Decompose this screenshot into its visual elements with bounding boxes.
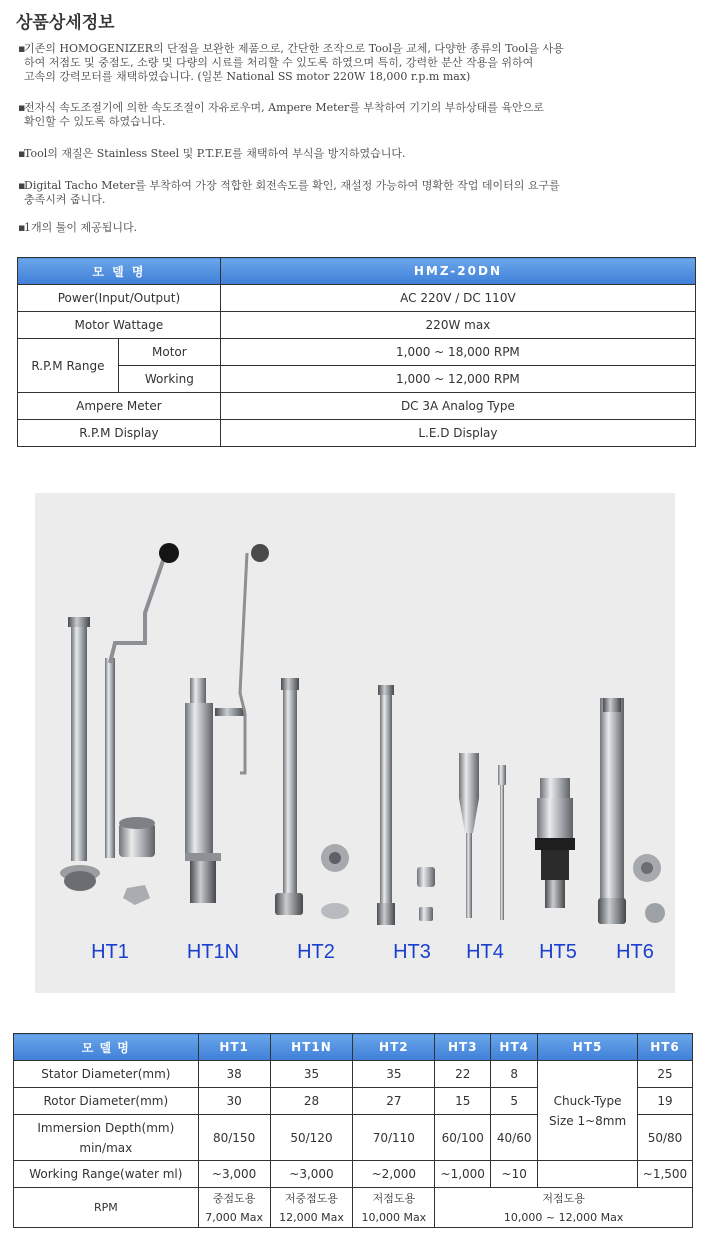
spec-value: L.E.D Display [220,420,695,447]
table-cell: ~3,000 [270,1161,353,1188]
table-cell: ~3,000 [198,1161,270,1188]
row-label: RPM [14,1188,199,1228]
chuck-type-line: Chuck-Type [553,1093,622,1108]
tool-label: HT4 [466,941,504,963]
table-cell: 30 [198,1088,270,1115]
tool-spec-table [13,1033,693,1228]
row-label: Rotor Diameter(mm) [14,1088,199,1115]
row-label: Working Range(water ml) [14,1161,199,1188]
row-label [14,1115,199,1161]
rpm-cell [198,1188,270,1228]
rpm-cell [270,1188,353,1228]
tool-label: HT3 [393,941,431,963]
model-header: HT1N [270,1034,353,1061]
feature-line: 전자식 속도조절기에 의한 속도조절이 자유로우며, Ampere Meter를 부착하여 기기의 부하상태를 육안으로 [24,101,544,114]
model-value-header: HMZ-20DN [220,258,695,285]
row-label: Stator Diameter(mm) [14,1061,199,1088]
bullet-mark: ▪ [18,42,26,55]
table-row [14,1188,693,1228]
tool-label: HT1 [91,941,129,963]
spec-label: R.P.M Display [18,420,221,447]
ht3-tool [377,685,435,925]
ht4-tool [459,753,506,920]
feature-line: 확인할 수 있도록 하였습니다. [24,115,166,128]
bullet-mark: ▪ [18,221,26,234]
spec-label: Motor Wattage [18,312,221,339]
ht1-tool [60,543,179,905]
ht5-tool [535,778,575,908]
feature-line: Tool의 재질은 Stainless Steel 및 P.T.F.E를 채택하여 부식을 방지하였습니다. [24,147,406,160]
feature-line: 1개의 툴이 제공됩니다. [24,221,138,234]
table-row [18,339,696,366]
tool-illustration [35,493,675,993]
spec-value: 220W max [220,312,695,339]
rpm-line: 10,000 ~ 12,000 Max [503,1210,624,1224]
chuck-size-line: Size 1~8mm [549,1113,627,1128]
table-cell: 5 [491,1088,538,1115]
tool-header-row [14,1034,693,1061]
table-row [18,420,696,447]
table-cell: 25 [637,1061,692,1088]
table-cell: 15 [435,1088,491,1115]
ht1n-tool [185,544,269,903]
table-cell: 35 [353,1061,435,1088]
table-cell: 80/150 [198,1115,270,1161]
feature-line: 충족시켜 줍니다. [24,193,106,206]
spec-header-row [18,258,696,285]
rpm-line: 12,000 Max [279,1210,344,1224]
product-photo [35,493,675,993]
model-header: HT1 [198,1034,270,1061]
table-cell: 35 [270,1061,353,1088]
tool-label: HT2 [297,941,335,963]
table-cell: 38 [198,1061,270,1088]
spec-label: R.P.M Range [18,339,119,393]
bullet-mark: ▪ [18,179,26,192]
table-cell: 8 [491,1061,538,1088]
feature-line: 고속의 강력모터를 채택하였습니다. (일본 National SS motor 220W 18,000 r.p.m max) [24,70,471,83]
row-label-line: Immersion Depth(mm) [37,1120,175,1135]
spec-value: DC 3A Analog Type [220,393,695,420]
table-cell: ~10 [491,1161,538,1188]
rpm-line: 7,000 Max [205,1210,263,1224]
rpm-cell [353,1188,435,1228]
model-header: HT2 [353,1034,435,1061]
spec-label: Ampere Meter [18,393,221,420]
bullet-mark: ▪ [18,101,26,114]
tool-label: HT1N [186,941,240,963]
spec-label: Power(Input/Output) [18,285,221,312]
model-name-header: 모 델 명 [14,1034,199,1061]
tool-label: HT6 [616,941,654,963]
table-cell: 70/110 [353,1115,435,1161]
spec-value: 1,000 ~ 12,000 RPM [220,366,695,393]
model-name-header: 모 델 명 [18,258,221,285]
feature-line: Digital Tacho Meter를 부착하여 가장 적합한 회전속도를 확인, 재설정 가능하여 명확한 작업 데이터의 요구를 [24,179,560,192]
bullet-mark: ▪ [18,147,26,160]
table-cell: ~1,500 [637,1161,692,1188]
model-header: HT4 [491,1034,538,1061]
table-row [18,366,696,393]
rpm-line: 중점도용 [212,1191,256,1205]
page-title: 상품상세정보 [16,13,115,33]
table-cell: ~2,000 [353,1161,435,1188]
tool-label: HT5 [539,941,577,963]
table-cell: 50/120 [270,1115,353,1161]
model-header: HT6 [637,1034,692,1061]
ht6-tool [598,698,665,924]
feature-line: 기존의 HOMOGENIZER의 단점을 보완한 제품으로, 간단한 조작으로 Tool을 교체, 다양한 종류의 Tool을 사용 [24,42,564,55]
spec-value: 1,000 ~ 18,000 RPM [220,339,695,366]
feature-line: 하여 저점도 및 중점도, 소량 및 다량의 시료를 처리할 수 있도록 하였으며 특히, 강력한 분산 작용을 위하여 [24,56,534,69]
ht2-tool [275,678,349,919]
spec-table [17,257,696,447]
model-header: HT5 [538,1034,638,1061]
table-cell: 40/60 [491,1115,538,1161]
chuck-type-cell [538,1061,638,1161]
spec-sublabel: Motor [118,339,220,366]
table-cell: 60/100 [435,1115,491,1161]
table-cell: 50/80 [637,1115,692,1161]
spec-sublabel: Working [118,366,220,393]
tool-labels [91,941,654,963]
table-cell: 27 [353,1088,435,1115]
table-row [14,1061,693,1088]
table-cell [538,1161,638,1188]
rpm-line: 저점도용 [372,1191,416,1205]
spec-value: AC 220V / DC 110V [220,285,695,312]
table-cell: 19 [637,1088,692,1115]
table-row [18,393,696,420]
row-label-line: min/max [79,1140,133,1155]
rpm-cell [435,1188,693,1228]
rpm-line: 저점도용 [542,1191,585,1205]
rpm-line: 저중점도용 [284,1191,339,1205]
rpm-line: 10,000 Max [361,1210,427,1224]
table-cell: ~1,000 [435,1161,491,1188]
table-row [14,1161,693,1188]
table-row [18,285,696,312]
table-cell: 28 [270,1088,353,1115]
table-cell: 22 [435,1061,491,1088]
table-row [18,312,696,339]
model-header: HT3 [435,1034,491,1061]
